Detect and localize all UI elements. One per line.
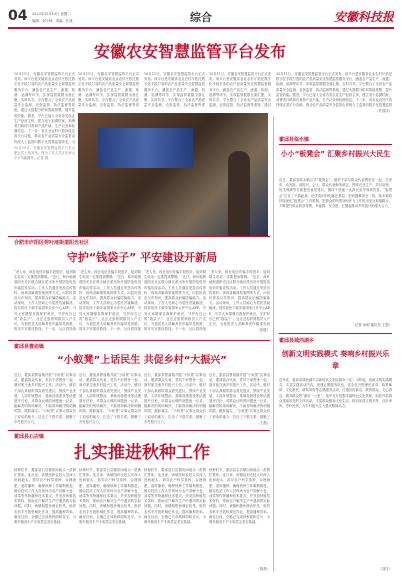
xiaoyideng-body-col4: 近日，霍邱县曹庙镇开展“小蚁凳”议事活动，邀请群众代表、党员干部围坐一起，面对面交流乡村振兴工作。活动中，镇村干部认真倾听群众意见建议，围绕产业发展、人居环境整治、基础设施建设等话题展开讨论，对群众反映的问题逐一记录，能解决的现场解决，不能现场解决的明确时限、跟踪落实。“小蚁凳”议事让群众有了说话的地方，拉近了干群关系，凝聚了 bbox=[209, 373, 270, 419]
headline-qiuzhong: 扎实推进秋种工作 bbox=[74, 443, 210, 463]
headline-bandenghui-text: 小小“板凳会” 汇聚乡村振兴大民生 bbox=[280, 150, 391, 158]
section-label-shidian: 霍邱县石店镇 bbox=[14, 434, 45, 440]
qiuzhong-byline: （陈晨） bbox=[256, 567, 270, 571]
top-article-byline: （许国庆） bbox=[375, 109, 392, 113]
qiandaizi-body-col3: “老人家，现在电信诈骗手段很多，接到陌生电话一定要提高警惕。”近日，荷叶地街道阳光社区联合辖区派出所开展防范电信诈骗宣传活动。工作人员通过发放宣传资料、现场讲解典型案例等方式，向居民普及反诈知识，提高群众识骗防骗能力。活动现场，工作人员耐心为居民答疑解惑，指导居民下载安装国家反诈中心APP，引导大家增强自我保护意识，守护好自己的“钱袋子”。社区还组织网格员入户走访，为独居老人讲解养老诈骗常见套路，筑牢平安建设防线。下一步，社区将持续 bbox=[144, 270, 206, 332]
photo-person bbox=[228, 151, 250, 236]
header-rule bbox=[8, 27, 394, 29]
qiuzhong-body-col2: 秋种时节，霍邱县石店镇田间地头一派繁忙景象。连日来，该镇组织农技人员深入田间地头，指导农户科学选种、合理施肥、适时播种，确保秋种工作顺利推进。镇农技站工作人员现场为农户讲解小麦、油菜等作物播种技术要点，并发放种植技术资料，帮助农户解决生产中遇到的实际问题。同时，该镇积极协调农机具，组织农机手开展机械化作业，提高播种效率。截至目前，全镇已完成秋种面积过半，为明年粮食丰产丰收奠定坚实基础。 bbox=[79, 468, 141, 525]
section-label-chengxihu: 霍邱县城西湖乡 bbox=[279, 338, 315, 344]
editor-line: 编辑：刘小林 美编：孔康 bbox=[32, 19, 73, 23]
qiandaizi-body-col1: “老人家，现在电信诈骗手段很多，接到陌生电话一定要提高警惕。”近日，荷叶地街道阳光社区联合辖区派出所开展防范电信诈骗宣传活动。工作人员通过发放宣传资料、现场讲解典型案例等方式，向居民普及反诈知识，提高群众识骗防骗能力。活动现场，工作人员耐心为居民答疑解惑，指导居民下载安装国家反诈中心APP，引导大家增强自我保护意识，守护好自己的“钱袋子”。社区还组织网格员入户走访，为独居老人讲解养老诈骗常见套路，筑牢平安建设防线。下一步，社区将持续 bbox=[14, 270, 76, 332]
xiaoyideng-body-col2: 近日，霍邱县曹庙镇开展“小蚁凳”议事活动，邀请群众代表、党员干部围坐一起，面对面交流乡村振兴工作。活动中，镇村干部认真倾听群众意见建议，围绕产业发展、人居环境整治、基础设施建设等话题展开讨论，对群众反映的问题逐一记录，能解决的现场解决，不能现场解决的明确时限、跟踪落实。“小蚁凳”议事让群众有了说话的地方，拉近了干群关系，凝聚了乡村振兴合力。 bbox=[79, 373, 141, 424]
wenming-byline: （刘洋） bbox=[378, 567, 392, 571]
top-article-body-col4: 10月11日，安徽农安智慧监管平台正式发布。该平台是安徽省农业农村厅依托数字化手段打造的农产品质量安全智慧监管服务平台，涵盖农产品生产、流通、检测、追溯等环节，实现监管数据全面汇聚、实时共享。平台整合了全省农产品质量安全监测、农资监管、执法监督等系统，通过 bbox=[209, 72, 271, 108]
section-label-heyedi: 合肥市庐阳区荷叶地街道阳光社区 bbox=[14, 240, 90, 246]
page-number: 04 bbox=[8, 8, 28, 24]
bandenghui-byline: （记者 孙明 通讯员 王强） bbox=[351, 323, 392, 327]
qiuzhong-body-col4: 秋种时节，霍邱县石店镇田间地头一派繁忙景象。连日来，该镇组织农技人员深入田间地头，指导农户科学选种、合理施肥、适时播种，确保秋种工作顺利推进。镇农技站工作人员现场为农户讲解小麦、油菜等作物播种技术要点，并发放种植技术资料，帮助农户解决生产中遇到的实际问题。同时，该镇积极协调农机具，组织农机手开展机械化作业，提高播种效率。截至目前，全镇已完成秋种面积过半，为明年粮食丰产丰收奠定坚实基础。 bbox=[209, 468, 270, 525]
xiaoyideng-body-col1: 近日，霍邱县曹庙镇开展“小蚁凳”议事活动，邀请群众代表、党员干部围坐一起，面对面交流乡村振兴工作。活动中，镇村干部认真倾听群众意见建议，围绕产业发展、人居环境整治、基础设施建设等话题展开讨论，对群众反映的问题逐一记录，能解决的现场解决，不能现场解决的明确时限、跟踪落实。“小蚁凳”议事让群众有了说话的地方，拉近了干群关系，凝聚了乡村振兴合力。 bbox=[14, 373, 76, 424]
headline-wenming bbox=[279, 348, 392, 374]
news-photo bbox=[78, 113, 268, 236]
section-label-linshui: 霍邱县临水镇 bbox=[279, 137, 310, 143]
top-headline: 安徽农安智慧监管平台发布 bbox=[93, 42, 286, 61]
qiandaizi-body-col2: “老人家，现在电信诈骗手段很多，接到陌生电话一定要提高警惕。”近日，荷叶地街道阳光社区联合辖区派出所开展防范电信诈骗宣传活动。工作人员通过发放宣传资料、现场讲解典型案例等方式，向居民普及反诈知识，提高群众识骗防骗能力。活动现场，工作人员耐心为居民答疑解惑，指导居民下载安装国家反诈中心APP，引导大家增强自我保护意识，守护好自己的“钱袋子”。社区还组织网格员入户走访，为独居老人讲解养老诈骗常见套路，筑牢平安建设防线。下一步，社区将持续 bbox=[79, 270, 141, 332]
bandenghui-body: 近日，霍邱县临水镇召开“板凳会”，镇村干部与群众代表围坐在一起，拉家常、话发展、谋振兴。会上，群众代表畅所欲言，围绕农业生产、乡村治理、民生保障等方面提出意见建议，镇村干部逐一认真记录并现场答复。“板凳会”拉近了干群距离，把矛盾纠纷化解在基层、把问题解决在一线。临水镇将持续深化“板凳会”工作机制，把群众的所思所盼作为工作的出发点和落脚点，不断提升群众的获得感、幸福感、安全感，汇聚起推动乡村振兴的强大合力。 bbox=[279, 178, 392, 209]
top-article-body-col3: 10月11日，安徽农安智慧监管平台正式发布。该平台是安徽省农业农村厅依托数字化手段打造的农产品质量安全智慧监管服务平台，涵盖农产品生产、流通、检测、追溯等环节，实现监管数据全面汇聚、实时共享。平台整合了全省农产品质量安全监测、农资监管、执法监督等系 bbox=[144, 72, 205, 108]
section-title: 综合 bbox=[190, 11, 212, 23]
headline-xiaoyideng: “小蚁凳”上话民生 共促乡村“大振兴” bbox=[57, 355, 227, 366]
photo-caption: 10月10日，安徽农安智慧监管平台在合肥正式上线发布。图为工作人员正在演示平台功能操作。记者 摄 bbox=[14, 146, 75, 161]
photo-screen bbox=[98, 128, 193, 168]
xiaoyideng-body-col3: 近日，霍邱县曹庙镇开展“小蚁凳”议事活动，邀请群众代表、党员干部围坐一起，面对面交流乡村振兴工作。活动中，镇村干部认真倾听群众意见建议，围绕产业发展、人居环境整治、基础设施建设等话题展开讨论，对群众反映的问题逐一记录，能解决的现场解决，不能现场解决的明确时限、跟踪落实。“小蚁凳”议事让群众有了说话的地方，拉近了干群关系，凝聚了乡村振兴合力。 bbox=[144, 373, 206, 424]
wenming-body: 近年来，霍邱县城西湖乡以新时代文明实践所（站）为阵地，创新文明实践模式，丰富实践活动内容，组建志愿服务队伍，常态化开展理论宣讲、政策解读、文化惠民、移风易俗等志愿服务活动，打通宣传群众、教育群众、关心群众、服务群众的“最后一公里”。该乡充分挖掘本地特色文化资源，组织开展群众喜闻乐见的文体活动，丰富群众精神文化生活，推动形成文明乡风、良好家风、淳朴民风，为乡村振兴注入强大精神动力。 bbox=[279, 378, 392, 409]
section-label-caomiao: 霍邱县曹庙镇 bbox=[14, 344, 45, 350]
top-article-body-col5: 10月11日，安徽农安智慧监管平台正式发布。该平台是安徽省农业农村厅依托数字化手段打造的农产品质量安全智慧监管服务平台，涵盖农产品生产、流通、检测、追溯等环节，实现监管数据全面汇聚、实时共享。平台整合了全省农产品质量安全监测、农资监管、执法监督等系统，通过大数据分析和智能预警，提升监管效能。据悉，平台已接入全省各类农业生产经营主体，建立电子追溯档案，消费者扫码即可查询产品产地、生产记录和检测信息。下一步，省农业农村厅将持续完善平台功能，推动农产品质量安全监管由传统人工监管向数字化智慧监管 bbox=[276, 72, 392, 108]
rule-right-mid bbox=[279, 333, 392, 334]
top-article-body-col1: 10月11日，安徽农安智慧监管平台正式发布。该平台是安徽省农业农村厅依托数字化手段打造的农产品质量安全智慧监管服务平台，涵盖农产品生产、流通、检测、追溯等环节，实现监管数据全面汇聚、实时共享。平台整合了全省农产品质量安全监测、农资监管、执法监督等系统，通过大数据分析和智能预警，提升监管效能。据悉，平台已接入全省各类农业生产经营主体，建立电子追溯档案，消费者扫码即可查询产品产地、生产记录和检测信息。下一步，省农业农村厅将持续完善平台功能，推动农产品质量安全监管由传统人工监管向数字化智慧监管转变，为 bbox=[14, 72, 75, 144]
date-line: 2023年10月10日 星期二 bbox=[32, 12, 71, 16]
xiaoyideng-byline: （王磊） bbox=[256, 421, 270, 425]
headline-wenming-text: 创新文明实践模式 奏响乡村振兴乐章 bbox=[281, 350, 390, 370]
rule-top bbox=[8, 236, 270, 237]
qiandaizi-byline: （张健） bbox=[256, 328, 270, 332]
rule-low bbox=[8, 430, 270, 431]
masthead-logo: 安徽科技报 bbox=[333, 10, 394, 24]
qiandaizi-body-col4: “老人家，现在电信诈骗手段很多，接到陌生电话一定要提高警惕。”近日，荷叶地街道阳光社区联合辖区派出所开展防范电信诈骗宣传活动。工作人员通过发放宣传资料、现场讲解典型案例等方式，向居民普及反诈知识，提高群众识骗防骗能力。活动现场，工作人员耐心为居民答疑解惑，指导居民下载安装国家反诈中心APP，引导大家增强自我保护意识，守护好自己的“钱袋子”。社区还组织网格员入户走访，为独居老人讲解养老诈骗常见套 bbox=[209, 270, 270, 326]
qiuzhong-body-col3: 秋种时节，霍邱县石店镇田间地头一派繁忙景象。连日来，该镇组织农技人员深入田间地头，指导农户科学选种、合理施肥、适时播种，确保秋种工作顺利推进。镇农技站工作人员现场为农户讲解小麦、油菜等作物播种技术要点，并发放种植技术资料，帮助农户解决生产中遇到的实际问题。同时，该镇积极协调农机具，组织农机手开展机械化作业，提高播种效率。截至目前，全镇已完成秋种面积过半，为明年粮食丰产丰收奠定坚实基础。 bbox=[144, 468, 206, 525]
column-divider bbox=[273, 116, 274, 572]
rule-right-top bbox=[279, 144, 392, 145]
qiuzhong-body-col1: 秋种时节，霍邱县石店镇田间地头一派繁忙景象。连日来，该镇组织农技人员深入田间地头，指导农户科学选种、合理施肥、适时播种，确保秋种工作顺利推进。镇农技站工作人员现场为农户讲解小麦、油菜等作物播种技术要点，并发放种植技术资料，帮助农户解决生产中遇到的实际问题。同时，该镇积极协调农机具，组织农机手开展机械化作业，提高播种效率。截至目前，全镇已完成秋种面积过半，为明年粮食丰产丰收奠定坚实基础。 bbox=[14, 468, 76, 525]
headline-qiandaizi: 守护“钱袋子” 平安建设开新局 bbox=[66, 251, 218, 264]
headline-bandenghui bbox=[279, 148, 392, 174]
rule-mid bbox=[8, 340, 270, 341]
top-article-body-col2: 10月11日，安徽农安智慧监管平台正式发布。该平台是安徽省农业农村厅依托数字化手段打造的农产品质量安全智慧监管服务平台，涵盖农产品生产、流通、检测、追溯等环节，实现监管数据全面汇聚、实时共享。平台整合了全省农产品质量安全监测、农资监管、执法监督等系 bbox=[78, 72, 139, 108]
